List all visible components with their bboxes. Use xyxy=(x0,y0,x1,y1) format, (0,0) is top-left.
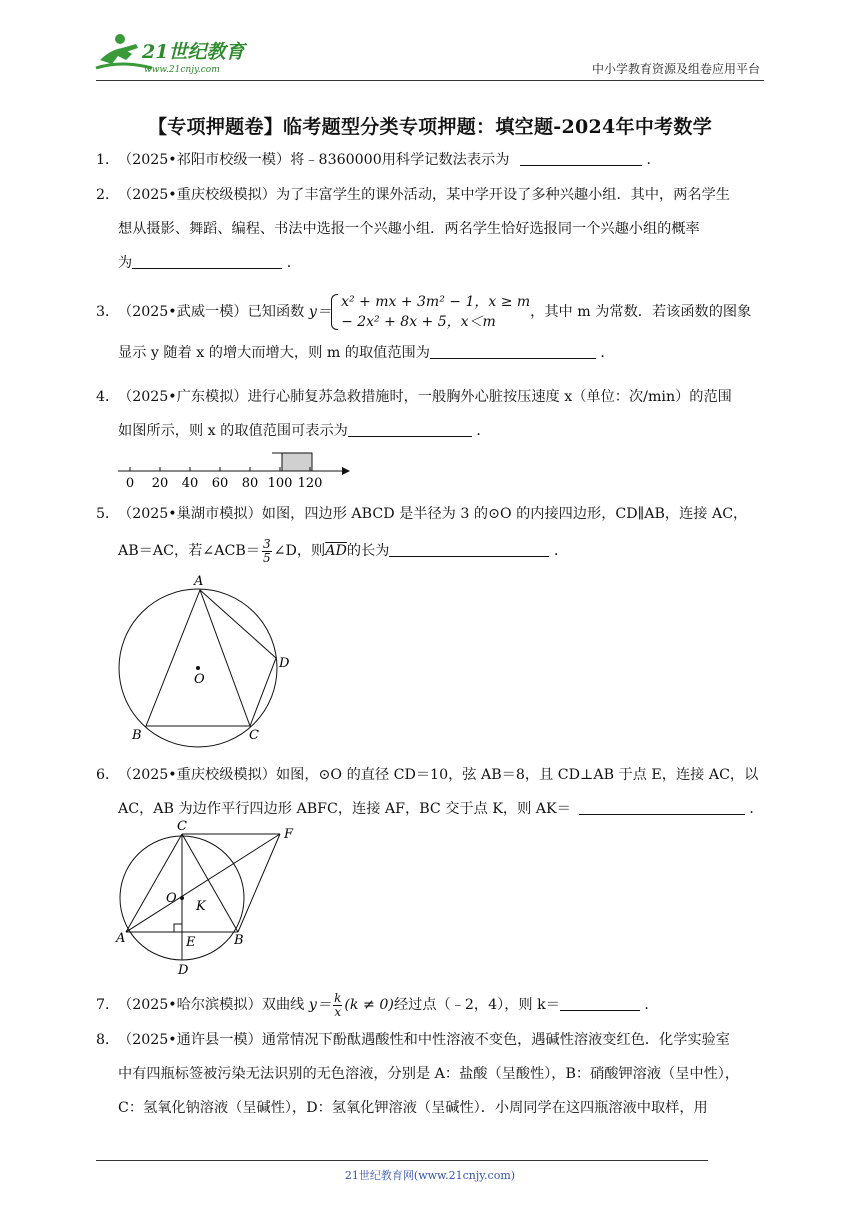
axis-tick-label: 0 xyxy=(125,476,135,491)
answer-blank[interactable] xyxy=(560,996,640,1011)
axis-tick-label: 20 xyxy=(151,476,169,491)
question-7: 7．（2025•哈尔滨模拟）双曲线 y＝ $\frac{k}{x}$ (k ≠ 0)经过点（﹣2，4），则 k＝ ． xyxy=(96,990,659,1019)
right-angle-mark xyxy=(174,924,182,932)
svg-text:K: K xyxy=(196,899,206,914)
logo-url: www.21cnjy.com xyxy=(144,65,220,75)
segment-bf xyxy=(238,834,280,932)
piecewise-function: x² + mx + 3m² − 1，x ≥ m − 2x² + 8x + 5，x＜m xyxy=(331,292,530,332)
answer-blank[interactable] xyxy=(389,542,549,557)
svg-text:F: F xyxy=(284,827,294,842)
svg-text:O: O xyxy=(166,891,177,906)
question-6: 6．（2025•重庆校级模拟）如图，⊙O 的直径 CD＝10，弦 AB＝8，且 CD⊥AB 于点 E，连接 AC，以 AC，AB 为边作平行四边形 ABFC，连接 AF，BC 交于点 K，则 AK＝ ． xyxy=(96,767,764,817)
svg-text:A: A xyxy=(194,574,204,589)
circle-figure-q6 xyxy=(112,818,302,980)
question-1: 1．（2025•祁阳市校级一模）将﹣8360000用科学记数法表示为 ． xyxy=(96,152,661,168)
axis-tick-label: 120 xyxy=(297,476,323,491)
range-box xyxy=(282,453,312,471)
logo-text: 21世纪教育 xyxy=(142,41,245,63)
answer-blank[interactable] xyxy=(520,151,642,166)
svg-text:O: O xyxy=(194,672,205,687)
axis-tick-label: 40 xyxy=(181,476,199,491)
answer-blank[interactable] xyxy=(579,800,745,815)
fraction: $\frac{3}{5}$ xyxy=(262,536,271,565)
question-3: 3．（2025•武威一模）已知函数 y＝ x² + mx + 3m² − 1，x ≥ m − 2x² + 8x + 5，x＜m ，其中 m 为常数．若该函数的图象 显示 y 随着 x 的增大而增大，则 m 的取值范围为 ． xyxy=(96,294,752,361)
footer-text: 21世纪教育网(www.21cnjy.com) xyxy=(344,1169,516,1182)
svg-text:E: E xyxy=(186,935,196,950)
segments-ad-dc xyxy=(200,590,276,726)
site-logo xyxy=(92,30,262,78)
segment-af xyxy=(126,834,280,932)
answer-blank[interactable] xyxy=(430,344,596,359)
svg-text:D: D xyxy=(178,963,189,978)
svg-text:C: C xyxy=(177,819,187,834)
svg-text:D: D xyxy=(279,656,290,671)
center-point xyxy=(180,896,184,900)
circle-figure-q5 xyxy=(112,572,292,748)
footer-divider xyxy=(96,1160,708,1161)
segment-ac xyxy=(126,834,182,932)
question-2: 2．（2025•重庆校级模拟）为了丰富学生的课外活动，某中学开设了多种兴趣小组．其中，两名学生 想从摄影、舞蹈、编程、书法中选报一个兴趣小组．两名学生恰好选报同一个兴趣小组的概率 为 ． xyxy=(96,187,730,271)
center-point xyxy=(196,666,200,670)
axis-tick-label: 100 xyxy=(267,476,293,491)
fraction: $\frac{k}{x}$ xyxy=(334,990,342,1019)
segment-bc xyxy=(182,834,238,932)
answer-blank[interactable] xyxy=(132,254,282,269)
header-platform-text: 中小学教育资源及组卷应用平台 xyxy=(591,62,760,76)
svg-text:A: A xyxy=(116,931,126,946)
answer-blank[interactable] xyxy=(348,422,472,437)
page-title: 【专项押题卷】临考题型分类专项押题：填空题-2024年中考数学 xyxy=(147,116,713,138)
number-line-figure xyxy=(112,450,352,492)
axis-tick-label: 60 xyxy=(211,476,229,491)
svg-text:B: B xyxy=(132,728,142,743)
svg-text:C: C xyxy=(249,728,259,743)
header-divider xyxy=(96,80,764,81)
triangle-abc xyxy=(146,590,250,726)
arc-label: $\overline{AD}$ xyxy=(325,543,347,559)
question-5: 5．（2025•巢湖市模拟）如图，四边形 ABCD 是半径为 3 的⊙O 的内接四边形，CD∥AB，连接 AC， AB＝AC，若∠ACB＝ $\frac{3}{5}$ ∠D，则$\overline{AD}$的长为 ． xyxy=(96,506,748,565)
question-8: 8．（2025•通许县一模）通常情况下酚酞遇酸性和中性溶液不变色，遇碱性溶液变红色．化学实验室 中有四瓶标签被污染无法识别的无色溶液，分别是 A：盐酸（呈酸性），B：硝酸钾溶液（呈中性）， C：氢氧化钠溶液（呈碱性），D：氢氧化钾溶液（呈碱性）．小周同学在这四瓶溶液中取样，用 xyxy=(96,1032,740,1116)
axis-tick-label: 80 xyxy=(241,476,259,491)
svg-text:B: B xyxy=(234,933,244,948)
question-4: 4．（2025•广东模拟）进行心肺复苏急救措施时，一般胸外心脏按压速度 x（单位：次/min）的范围 如图所示，则 x 的取值范围可表示为 ． xyxy=(96,389,732,439)
axis-arrow xyxy=(342,467,350,475)
